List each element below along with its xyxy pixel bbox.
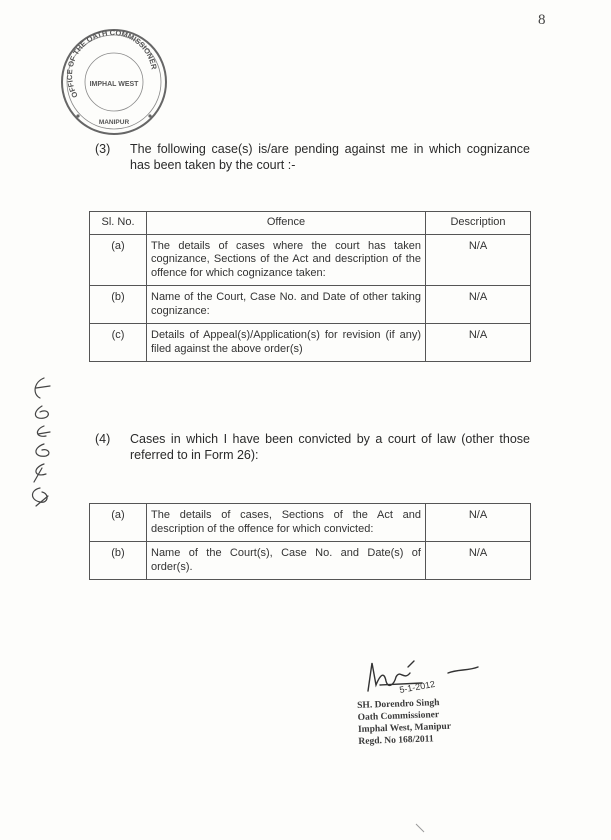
scan-mark — [414, 822, 426, 834]
stamp-line: Imphal West, Manipur — [357, 721, 452, 735]
pending-cases-table — [89, 211, 531, 362]
svg-text:OFFICE OF THE OATH COMMISSIONE — [65, 28, 159, 99]
header-offence: Offence — [147, 212, 426, 235]
table-row — [90, 324, 531, 362]
row-sl: (a) — [90, 504, 147, 542]
table-row — [90, 234, 531, 286]
convicted-cases-table — [89, 503, 531, 580]
table-row — [90, 542, 531, 580]
row-description: N/A — [426, 542, 531, 580]
page-number: 8 — [538, 12, 546, 28]
seal-ring-text: OFFICE OF THE OATH COMMISSIONER — [65, 28, 159, 100]
section-3-number: (3) — [95, 142, 111, 156]
row-description: N/A — [426, 286, 531, 324]
row-sl: (b) — [90, 286, 147, 324]
stamp-line: Regd. No 168/2011 — [358, 734, 434, 747]
row-sl: (b) — [90, 542, 147, 580]
row-offence: Details of Appeal(s)/Application(s) for revision (if any) filed against the above order(s) — [147, 324, 426, 362]
seal-center-text: IMPHAL WEST — [89, 81, 139, 88]
row-description: N/A — [426, 234, 531, 286]
stamp-line: Oath Commissioner — [357, 710, 440, 723]
signature-date: 5-1-2012 — [398, 678, 436, 695]
row-description: N/A — [426, 504, 531, 542]
section-4-number: (4) — [95, 432, 111, 446]
seal-bottom-text: MANIPUR — [98, 119, 130, 126]
oath-commissioner-stamp — [357, 697, 452, 748]
table-row — [90, 286, 531, 324]
commissioner-signature — [350, 655, 490, 697]
table-row — [90, 504, 531, 542]
row-offence: Name of the Court(s), Case No. and Date(s) of order(s). — [147, 542, 426, 580]
section-3-intro — [95, 141, 535, 175]
margin-signature — [14, 368, 62, 518]
stamp-line: SH. Dorendro Singh — [357, 698, 440, 711]
header-sl-no: Sl. No. — [90, 212, 147, 235]
row-offence: Name of the Court, Case No. and Date of other taking cognizance: — [147, 286, 426, 324]
row-sl: (c) — [90, 324, 147, 362]
oath-commissioner-seal — [58, 26, 170, 138]
row-offence: The details of cases, Sections of the Act and description of the offence for which convicted: — [147, 504, 426, 542]
section-4-text: Cases in which I have been convicted by a court of law (other those referred to in Form 26): — [130, 432, 530, 462]
row-sl: (a) — [90, 234, 147, 286]
header-description: Description — [426, 212, 531, 235]
section-3-text: The following case(s) is/are pending against me in which cognizance has been taken by the court :- — [130, 142, 530, 172]
section-4-intro — [95, 431, 535, 465]
table-header-row — [90, 212, 531, 235]
row-description: N/A — [426, 324, 531, 362]
row-offence: The details of cases where the court has taken cognizance, Sections of the Act and description of the offence for which cognizance taken: — [147, 234, 426, 286]
